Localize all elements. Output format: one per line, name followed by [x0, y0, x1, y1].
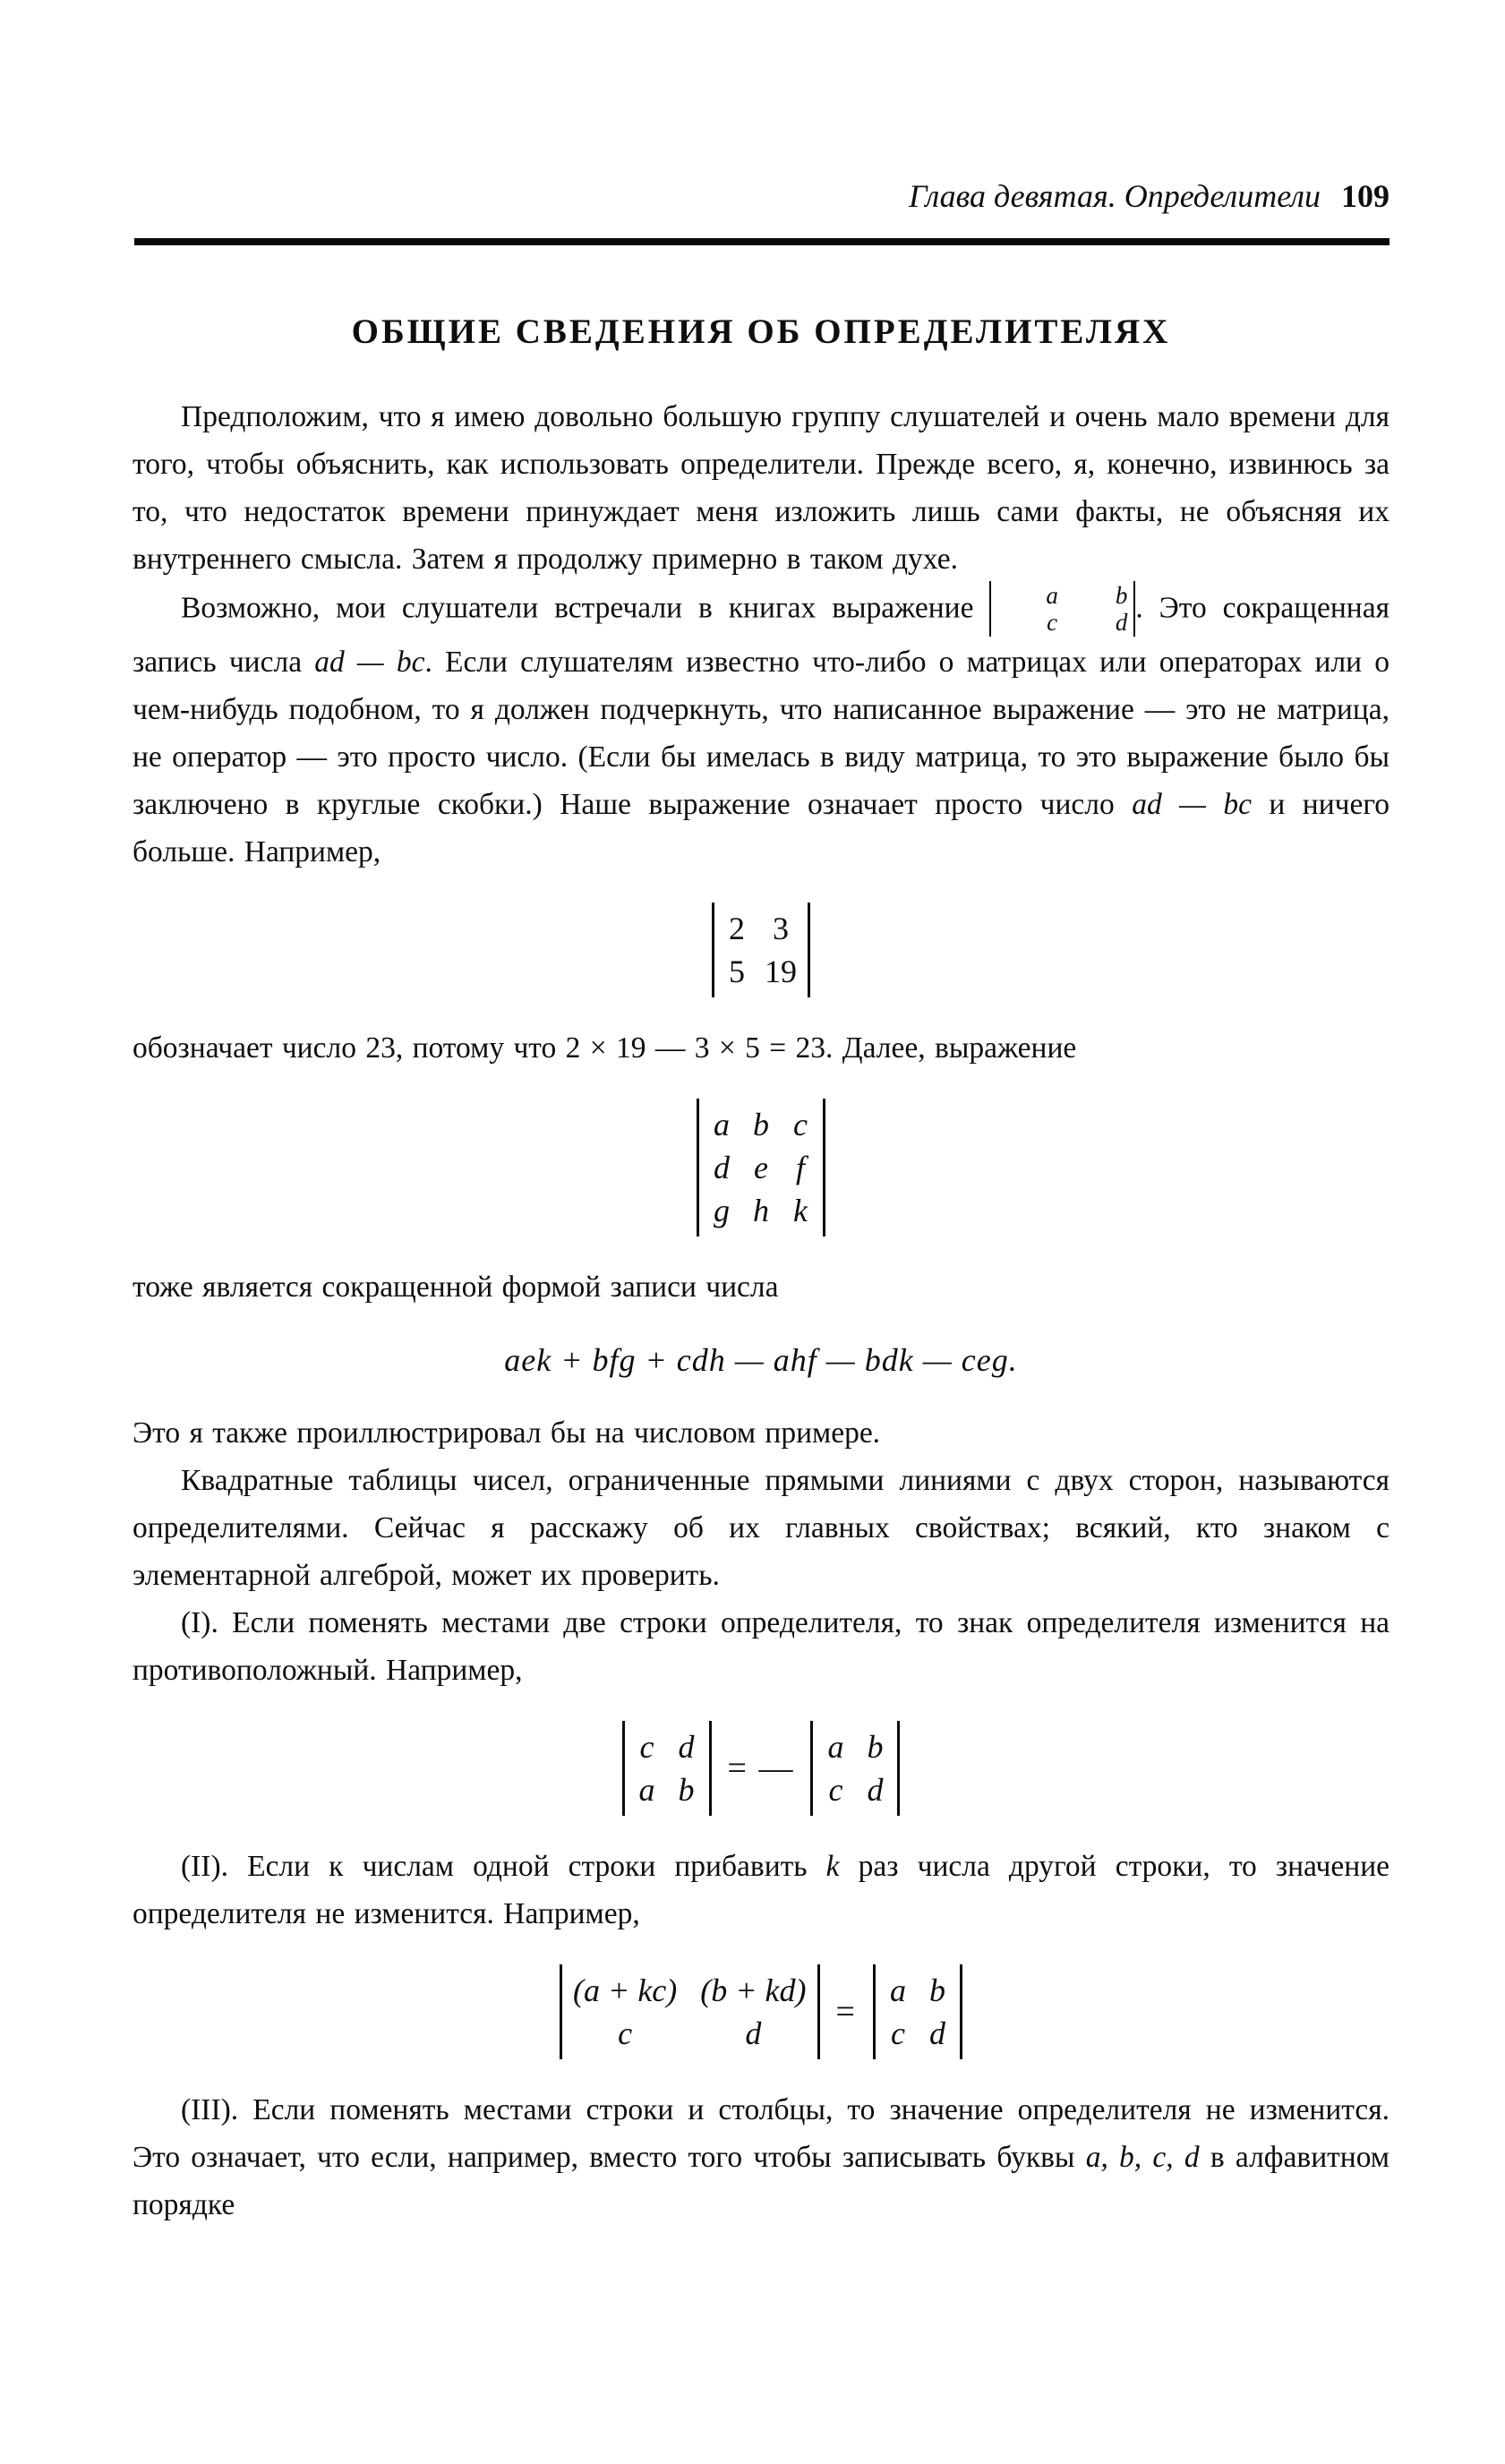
matrix-cell: d [867, 1772, 884, 1808]
paragraph-4-text: тоже является сокращенной формой записи числа [133, 1270, 779, 1304]
determinant-left-row-addition [560, 1964, 819, 2059]
page-content [133, 288, 1390, 2229]
formula-row-swap [133, 1721, 1390, 1816]
matrix-cell: a [714, 1107, 730, 1142]
section-title: ОБЩИЕ СВЕДЕНИЯ ОБ ОПРЕДЕЛИТЕЛЯХ [351, 312, 1171, 351]
matrix-cell: a [827, 1729, 844, 1765]
equals-sign: = [835, 1993, 857, 2031]
determinant-right-ab-cd [873, 1964, 962, 2059]
matrix-cell: f [795, 1150, 805, 1185]
page-number: 109 [1341, 178, 1390, 214]
paragraph-6-text: Квадратные таблицы чисел, ограниченные прямыми линиями с двух сторон, называются определителями. Сейчас я расскажу об их главных свойствах; всякий, кто знаком с элементарной алгеброй, может их проверить. [133, 1464, 1390, 1592]
determinant-right-ab-cd [810, 1721, 900, 1816]
paragraph-8 [133, 1843, 1390, 1938]
header-rule [134, 238, 1390, 245]
matrix-cell: (a + kc) [573, 1972, 678, 2008]
determinant-left-cd-ab [622, 1721, 712, 1816]
matrix-cell: 5 [729, 954, 745, 989]
paragraph-2-text-d: и ничего больше. Например, [133, 788, 1390, 868]
paragraph-5-text: Это я также проиллюстрировал бы на числовом примере. [133, 1416, 881, 1450]
equals-minus-sign: = — [727, 1750, 795, 1787]
formula-row-addition [133, 1964, 1390, 2059]
paragraph-2-text-b: . Это сокращенная запись числа [133, 591, 1390, 679]
paragraph-2 [133, 583, 1390, 876]
formula-3x3-letters [133, 1099, 1390, 1236]
matrix-cell: c [890, 2015, 905, 2051]
determinant-3x3-letters [697, 1099, 825, 1236]
matrix-cell: b [678, 1772, 695, 1808]
paragraph-3 [133, 1024, 1390, 1072]
matrix-cell: d [1115, 609, 1128, 636]
matrix-cell: a [638, 1772, 655, 1808]
paragraph-9-text-a: (III). Если поменять местами строки и столбцы, то значение определителя не изменится. Это означает, что если, например, вместо того чтобы записывать буквы [133, 2093, 1390, 2174]
matrix-cell: d [928, 2015, 945, 2051]
math-ad-bc: ad — bc [314, 646, 425, 679]
paragraph-4 [133, 1263, 1390, 1311]
paragraph-7-text: (I). Если поменять местами две строки определителя, то знак определителя изменится на противоположный. Например, [133, 1606, 1390, 1687]
matrix-cell: 19 [765, 954, 797, 989]
matrix-cell: d [678, 1729, 695, 1765]
math-k: k [825, 1850, 840, 1883]
matrix-cell: b [867, 1729, 884, 1765]
paragraph-2-text-c: . Если слушателям известно что-либо о матрицах или операторах или о чем-нибудь подобном, то я должен подчеркнуть, что написанное выражение — это не матрица, не оператор — это просто число. (Если бы имелась в виду матрица, то это выражение было бы заключено в круглые скобки.) Наше выражение означает просто число [133, 646, 1390, 821]
matrix-cell: c [793, 1107, 808, 1142]
paragraph-5 [133, 1409, 1390, 1457]
paragraph-7 [133, 1599, 1390, 1694]
matrix-cell: c [639, 1729, 654, 1765]
matrix-cell: a [1046, 582, 1058, 609]
paragraph-8-text-b: раз числа другой строки, то значение определителя не изменится. Например, [133, 1850, 1390, 1930]
matrix-cell: b [928, 1972, 945, 2008]
inline-determinant-ab-cd [989, 581, 1135, 637]
matrix-cell: c [1047, 609, 1058, 636]
paragraph-9-text-b: в алфавитном порядке [133, 2141, 1390, 2221]
running-head [133, 177, 1390, 215]
matrix-cell: b [753, 1107, 769, 1142]
paragraph-9 [133, 2086, 1390, 2229]
paragraph-2-text-a: Возможно, мои слушатели встречали в книгах выражение [181, 591, 990, 625]
matrix-cell: c [828, 1772, 843, 1808]
matrix-cell: b [1115, 582, 1128, 609]
chapter-heading: Глава девятая. Определители [908, 178, 1321, 214]
matrix-cell: h [753, 1193, 769, 1228]
matrix-cell: d [745, 2015, 762, 2051]
paragraph-3-text: обозначает число 23, потому что 2 × 19 — 3 × 5 = 23. Далее, выражение [133, 1031, 1077, 1065]
math-abcd: a, b, c, d [1085, 2141, 1200, 2174]
formula-expansion: aek + bfg + cdh — ahf — bdk — ceg. [504, 1342, 1018, 1378]
determinant-2x2-numeric [712, 903, 810, 997]
paragraph-6 [133, 1457, 1390, 1599]
matrix-cell: (b + kd) [700, 1972, 807, 2008]
matrix-cell: g [714, 1193, 730, 1228]
formula-2x2-numeric [133, 903, 1390, 997]
math-ad-bc: ad — bc [1132, 788, 1252, 821]
matrix-cell: a [889, 1972, 906, 2008]
paragraph-8-text-a: (II). Если к числам одной строки прибавить [181, 1850, 826, 1883]
paragraph-1-text: Предположим, что я имею довольно большую группу слушателей и очень мало времени для того, чтобы объяснить, как использовать определители. Прежде всего, я, конечно, извинюсь за то, что недостаток времени принуждает меня изложить лишь сами факты, не объясняя их внутреннего смысла. Затем я продолжу примерно в таком духе. [133, 400, 1390, 576]
matrix-cell: k [793, 1193, 808, 1228]
matrix-cell: 3 [773, 911, 789, 946]
matrix-cell: e [754, 1150, 768, 1185]
matrix-cell: c [618, 2015, 633, 2051]
paragraph-1 [133, 393, 1390, 583]
matrix-cell: 2 [729, 911, 745, 946]
matrix-cell: d [714, 1150, 730, 1185]
